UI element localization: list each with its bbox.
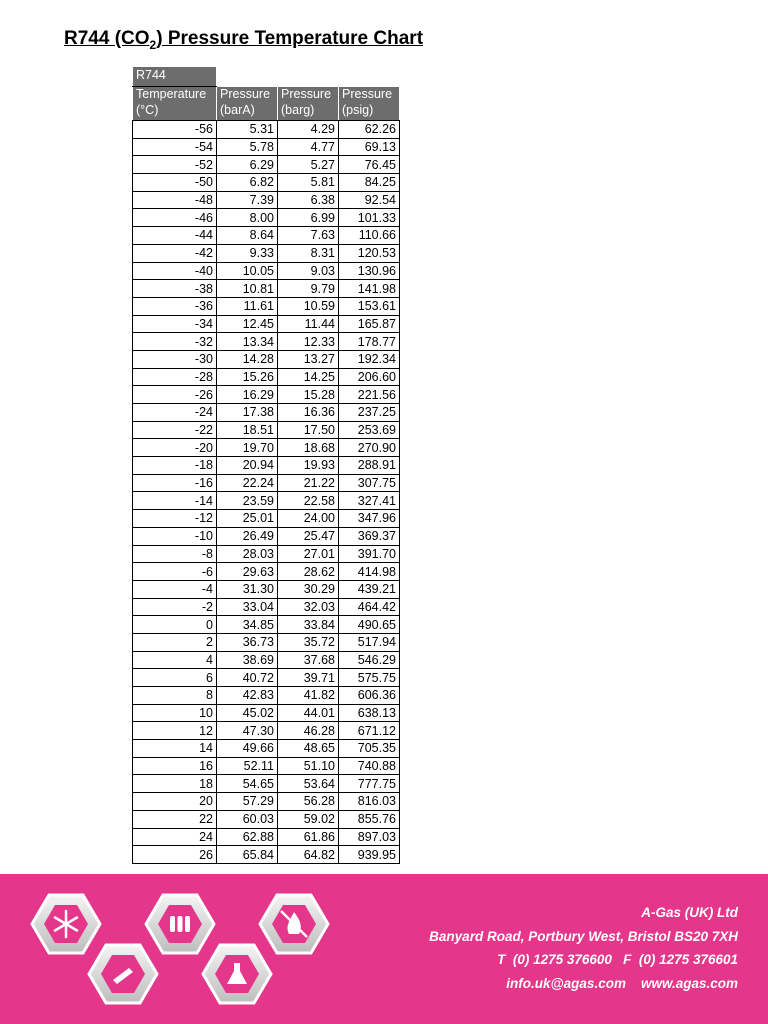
cell-pressure-bara: 10.05 xyxy=(217,262,278,280)
cell-temperature: -14 xyxy=(133,492,217,510)
cell-pressure-bara: 19.70 xyxy=(217,439,278,457)
cell-pressure-bara: 31.30 xyxy=(217,580,278,598)
cell-pressure-barg: 7.63 xyxy=(278,227,339,245)
cell-temperature: -16 xyxy=(133,474,217,492)
cell-pressure-psig: 638.13 xyxy=(339,704,400,722)
table-row xyxy=(133,687,400,705)
cell-pressure-bara: 13.34 xyxy=(217,333,278,351)
page-title: R744 $(CO_2)$ Pressure Temperature Chart xyxy=(64,28,424,52)
cell-pressure-bara: 57.29 xyxy=(217,793,278,811)
cell-temperature: 10 xyxy=(133,704,217,722)
aerosol-spray-icon xyxy=(89,945,157,1003)
cell-pressure-bara: 38.69 xyxy=(217,651,278,669)
cell-pressure-bara: 23.59 xyxy=(217,492,278,510)
cell-pressure-bara: 17.38 xyxy=(217,404,278,422)
cell-temperature: 22 xyxy=(133,810,217,828)
cell-pressure-psig: 237.25 xyxy=(339,404,400,422)
cell-pressure-bara: 11.61 xyxy=(217,297,278,315)
table-row xyxy=(133,598,400,616)
email-web-line[interactable]: info.uk@agas.com www.agas.com xyxy=(506,975,738,991)
cell-temperature: -30 xyxy=(133,350,217,368)
cell-pressure-psig: 141.98 xyxy=(339,280,400,298)
cell-pressure-barg: 17.50 xyxy=(278,421,339,439)
table-row xyxy=(133,333,400,351)
table-row xyxy=(133,757,400,775)
cell-pressure-psig: 253.69 xyxy=(339,421,400,439)
table-row xyxy=(133,704,400,722)
table-row xyxy=(133,244,400,262)
cell-pressure-psig: 855.76 xyxy=(339,810,400,828)
cell-temperature: 24 xyxy=(133,828,217,846)
cell-pressure-barg: 14.25 xyxy=(278,368,339,386)
table-row xyxy=(133,722,400,740)
cell-pressure-barg: 18.68 xyxy=(278,439,339,457)
cell-temperature: 8 xyxy=(133,687,217,705)
cell-pressure-barg: 4.29 xyxy=(278,121,339,139)
cell-temperature: -10 xyxy=(133,527,217,545)
table-row xyxy=(133,138,400,156)
table-row xyxy=(133,810,400,828)
cell-pressure-psig: 110.66 xyxy=(339,227,400,245)
table-row xyxy=(133,386,400,404)
cell-temperature: -6 xyxy=(133,563,217,581)
cell-pressure-barg: 9.79 xyxy=(278,280,339,298)
cell-temperature: -32 xyxy=(133,333,217,351)
cell-temperature: 20 xyxy=(133,793,217,811)
cell-temperature: -52 xyxy=(133,156,217,174)
table-row xyxy=(133,421,400,439)
cell-pressure-barg: 25.47 xyxy=(278,527,339,545)
lab-flask-icon xyxy=(203,945,271,1003)
cell-pressure-psig: 101.33 xyxy=(339,209,400,227)
cell-pressure-bara: 52.11 xyxy=(217,757,278,775)
cell-pressure-psig: 62.26 xyxy=(339,121,400,139)
cell-pressure-psig: 178.77 xyxy=(339,333,400,351)
cell-pressure-barg: 35.72 xyxy=(278,633,339,651)
cell-pressure-barg: 11.44 xyxy=(278,315,339,333)
cell-temperature: -24 xyxy=(133,404,217,422)
table-row xyxy=(133,775,400,793)
cell-temperature: 6 xyxy=(133,669,217,687)
cell-pressure-bara: 45.02 xyxy=(217,704,278,722)
cell-pressure-barg: 10.59 xyxy=(278,297,339,315)
cell-pressure-bara: 12.45 xyxy=(217,315,278,333)
cell-pressure-psig: 939.95 xyxy=(339,846,400,864)
table-row xyxy=(133,315,400,333)
cell-pressure-psig: 153.61 xyxy=(339,297,400,315)
cell-temperature: 16 xyxy=(133,757,217,775)
cell-pressure-psig: 206.60 xyxy=(339,368,400,386)
table-label: R744 xyxy=(133,67,217,87)
cell-pressure-bara: 6.29 xyxy=(217,156,278,174)
cell-pressure-bara: 47.30 xyxy=(217,722,278,740)
cell-pressure-psig: 288.91 xyxy=(339,457,400,475)
cell-pressure-psig: 391.70 xyxy=(339,545,400,563)
cell-pressure-barg: 19.93 xyxy=(278,457,339,475)
icon-hexagon-group xyxy=(0,874,400,1024)
cell-pressure-bara: 22.24 xyxy=(217,474,278,492)
cell-temperature: -46 xyxy=(133,209,217,227)
table-row xyxy=(133,368,400,386)
cell-pressure-barg: 39.71 xyxy=(278,669,339,687)
cell-temperature: -8 xyxy=(133,545,217,563)
cell-pressure-psig: 671.12 xyxy=(339,722,400,740)
table-row xyxy=(133,846,400,864)
cell-pressure-bara: 42.83 xyxy=(217,687,278,705)
pressure-temperature-table xyxy=(132,66,400,864)
company-name: A-Gas (UK) Ltd xyxy=(641,905,738,920)
table-row xyxy=(133,492,400,510)
table-row xyxy=(133,651,400,669)
cell-pressure-psig: 327.41 xyxy=(339,492,400,510)
cell-pressure-barg: 44.01 xyxy=(278,704,339,722)
cell-pressure-barg: 59.02 xyxy=(278,810,339,828)
cell-pressure-bara: 34.85 xyxy=(217,616,278,634)
cell-pressure-bara: 36.73 xyxy=(217,633,278,651)
cell-pressure-bara: 40.72 xyxy=(217,669,278,687)
table-row xyxy=(133,616,400,634)
cell-pressure-psig: 165.87 xyxy=(339,315,400,333)
cell-temperature: 4 xyxy=(133,651,217,669)
cell-temperature: 26 xyxy=(133,846,217,864)
cell-pressure-psig: 369.37 xyxy=(339,527,400,545)
table-row xyxy=(133,633,400,651)
table-row xyxy=(133,262,400,280)
cell-pressure-psig: 546.29 xyxy=(339,651,400,669)
cell-pressure-bara: 8.00 xyxy=(217,209,278,227)
header-pressure-bara: Pressure (barA) xyxy=(217,87,278,121)
cell-pressure-bara: 29.63 xyxy=(217,563,278,581)
table-row xyxy=(133,191,400,209)
cell-temperature: -40 xyxy=(133,262,217,280)
cell-pressure-barg: 53.64 xyxy=(278,775,339,793)
cell-pressure-bara: 15.26 xyxy=(217,368,278,386)
cell-temperature: -34 xyxy=(133,315,217,333)
header-pressure-barg: Pressure (barg) xyxy=(278,87,339,121)
cell-pressure-barg: 22.58 xyxy=(278,492,339,510)
cell-pressure-psig: 414.98 xyxy=(339,563,400,581)
cell-pressure-bara: 18.51 xyxy=(217,421,278,439)
cell-pressure-bara: 49.66 xyxy=(217,740,278,758)
cell-temperature: -4 xyxy=(133,580,217,598)
cell-pressure-bara: 14.28 xyxy=(217,350,278,368)
cell-pressure-bara: 33.04 xyxy=(217,598,278,616)
cell-pressure-psig: 192.34 xyxy=(339,350,400,368)
gas-cylinders-icon xyxy=(146,895,214,953)
table-row xyxy=(133,793,400,811)
cell-pressure-barg: 12.33 xyxy=(278,333,339,351)
cell-pressure-barg: 28.62 xyxy=(278,563,339,581)
cell-temperature: 0 xyxy=(133,616,217,634)
table-row xyxy=(133,404,400,422)
table-row xyxy=(133,121,400,139)
cell-pressure-barg: 5.81 xyxy=(278,174,339,192)
cell-pressure-bara: 8.64 xyxy=(217,227,278,245)
cell-temperature: -20 xyxy=(133,439,217,457)
cell-pressure-bara: 20.94 xyxy=(217,457,278,475)
cell-pressure-barg: 8.31 xyxy=(278,244,339,262)
cell-temperature: 12 xyxy=(133,722,217,740)
cell-pressure-bara: 9.33 xyxy=(217,244,278,262)
cell-pressure-psig: 120.53 xyxy=(339,244,400,262)
cell-pressure-bara: 25.01 xyxy=(217,510,278,528)
cell-pressure-psig: 439.21 xyxy=(339,580,400,598)
address-line: Banyard Road, Portbury West, Bristol BS20 7XH xyxy=(429,928,738,944)
cell-pressure-barg: 41.82 xyxy=(278,687,339,705)
cell-pressure-psig: 606.36 xyxy=(339,687,400,705)
cell-pressure-barg: 13.27 xyxy=(278,350,339,368)
cell-pressure-barg: 30.29 xyxy=(278,580,339,598)
cell-pressure-psig: 777.75 xyxy=(339,775,400,793)
cell-temperature: -18 xyxy=(133,457,217,475)
table-row xyxy=(133,545,400,563)
table-row xyxy=(133,580,400,598)
cell-pressure-psig: 705.35 xyxy=(339,740,400,758)
cell-pressure-psig: 347.96 xyxy=(339,510,400,528)
cell-pressure-bara: 5.78 xyxy=(217,138,278,156)
cell-temperature: -36 xyxy=(133,297,217,315)
cell-temperature: -50 xyxy=(133,174,217,192)
snowflake-icon xyxy=(32,895,100,953)
cell-pressure-barg: 4.77 xyxy=(278,138,339,156)
cell-pressure-bara: 10.81 xyxy=(217,280,278,298)
table-row xyxy=(133,174,400,192)
cell-pressure-bara: 54.65 xyxy=(217,775,278,793)
table-row xyxy=(133,297,400,315)
header-temperature: Temperature (°C) xyxy=(133,87,217,121)
cell-pressure-barg: 9.03 xyxy=(278,262,339,280)
cell-pressure-barg: 32.03 xyxy=(278,598,339,616)
cell-pressure-barg: 61.86 xyxy=(278,828,339,846)
cell-pressure-bara: 16.29 xyxy=(217,386,278,404)
table-row xyxy=(133,350,400,368)
cell-pressure-psig: 270.90 xyxy=(339,439,400,457)
phone-fax-line: T (0) 1275 376600 F (0) 1275 376601 xyxy=(497,952,738,967)
cell-pressure-psig: 76.45 xyxy=(339,156,400,174)
table-row xyxy=(133,510,400,528)
cell-pressure-bara: 65.84 xyxy=(217,846,278,864)
cell-pressure-barg: 6.38 xyxy=(278,191,339,209)
cell-pressure-barg: 24.00 xyxy=(278,510,339,528)
cell-temperature: -2 xyxy=(133,598,217,616)
cell-pressure-barg: 15.28 xyxy=(278,386,339,404)
cell-pressure-barg: 56.28 xyxy=(278,793,339,811)
cell-pressure-psig: 740.88 xyxy=(339,757,400,775)
table-row xyxy=(133,156,400,174)
cell-temperature: -28 xyxy=(133,368,217,386)
cell-temperature: 14 xyxy=(133,740,217,758)
cell-temperature: -26 xyxy=(133,386,217,404)
header-pressure-psig: Pressure (psig) xyxy=(339,87,400,121)
cell-pressure-barg: 64.82 xyxy=(278,846,339,864)
contact-block xyxy=(429,901,738,995)
cell-pressure-barg: 6.99 xyxy=(278,209,339,227)
cell-pressure-barg: 21.22 xyxy=(278,474,339,492)
cell-pressure-psig: 897.03 xyxy=(339,828,400,846)
cell-temperature: 18 xyxy=(133,775,217,793)
cell-temperature: -38 xyxy=(133,280,217,298)
table-row xyxy=(133,740,400,758)
cell-pressure-psig: 464.42 xyxy=(339,598,400,616)
cell-temperature: -48 xyxy=(133,191,217,209)
cell-pressure-psig: 84.25 xyxy=(339,174,400,192)
cell-pressure-barg: 51.10 xyxy=(278,757,339,775)
cell-pressure-barg: 16.36 xyxy=(278,404,339,422)
cell-temperature: -12 xyxy=(133,510,217,528)
cell-pressure-barg: 27.01 xyxy=(278,545,339,563)
table-row xyxy=(133,227,400,245)
cell-temperature: -56 xyxy=(133,121,217,139)
table-row xyxy=(133,439,400,457)
cell-pressure-psig: 130.96 xyxy=(339,262,400,280)
flame-icon xyxy=(260,895,328,953)
cell-pressure-bara: 26.49 xyxy=(217,527,278,545)
cell-temperature: 2 xyxy=(133,633,217,651)
cell-pressure-bara: 7.39 xyxy=(217,191,278,209)
cell-pressure-barg: 33.84 xyxy=(278,616,339,634)
cell-pressure-psig: 92.54 xyxy=(339,191,400,209)
cell-pressure-bara: 62.88 xyxy=(217,828,278,846)
cell-pressure-psig: 816.03 xyxy=(339,793,400,811)
table-row xyxy=(133,828,400,846)
cell-pressure-barg: 37.68 xyxy=(278,651,339,669)
table-row xyxy=(133,209,400,227)
cell-temperature: -42 xyxy=(133,244,217,262)
cell-pressure-psig: 517.94 xyxy=(339,633,400,651)
cell-pressure-bara: 5.31 xyxy=(217,121,278,139)
cell-pressure-psig: 221.56 xyxy=(339,386,400,404)
cell-pressure-psig: 575.75 xyxy=(339,669,400,687)
cell-pressure-bara: 6.82 xyxy=(217,174,278,192)
cell-pressure-psig: 490.65 xyxy=(339,616,400,634)
table-row xyxy=(133,669,400,687)
cell-pressure-barg: 48.65 xyxy=(278,740,339,758)
table-row xyxy=(133,563,400,581)
table-row xyxy=(133,457,400,475)
cell-temperature: -22 xyxy=(133,421,217,439)
table-row xyxy=(133,527,400,545)
footer-banner xyxy=(0,874,768,1024)
cell-temperature: -54 xyxy=(133,138,217,156)
cell-temperature: -44 xyxy=(133,227,217,245)
cell-pressure-bara: 28.03 xyxy=(217,545,278,563)
table-row xyxy=(133,280,400,298)
cell-pressure-barg: 5.27 xyxy=(278,156,339,174)
cell-pressure-bara: 60.03 xyxy=(217,810,278,828)
cell-pressure-barg: 46.28 xyxy=(278,722,339,740)
table-row xyxy=(133,474,400,492)
cell-pressure-psig: 69.13 xyxy=(339,138,400,156)
cell-pressure-psig: 307.75 xyxy=(339,474,400,492)
